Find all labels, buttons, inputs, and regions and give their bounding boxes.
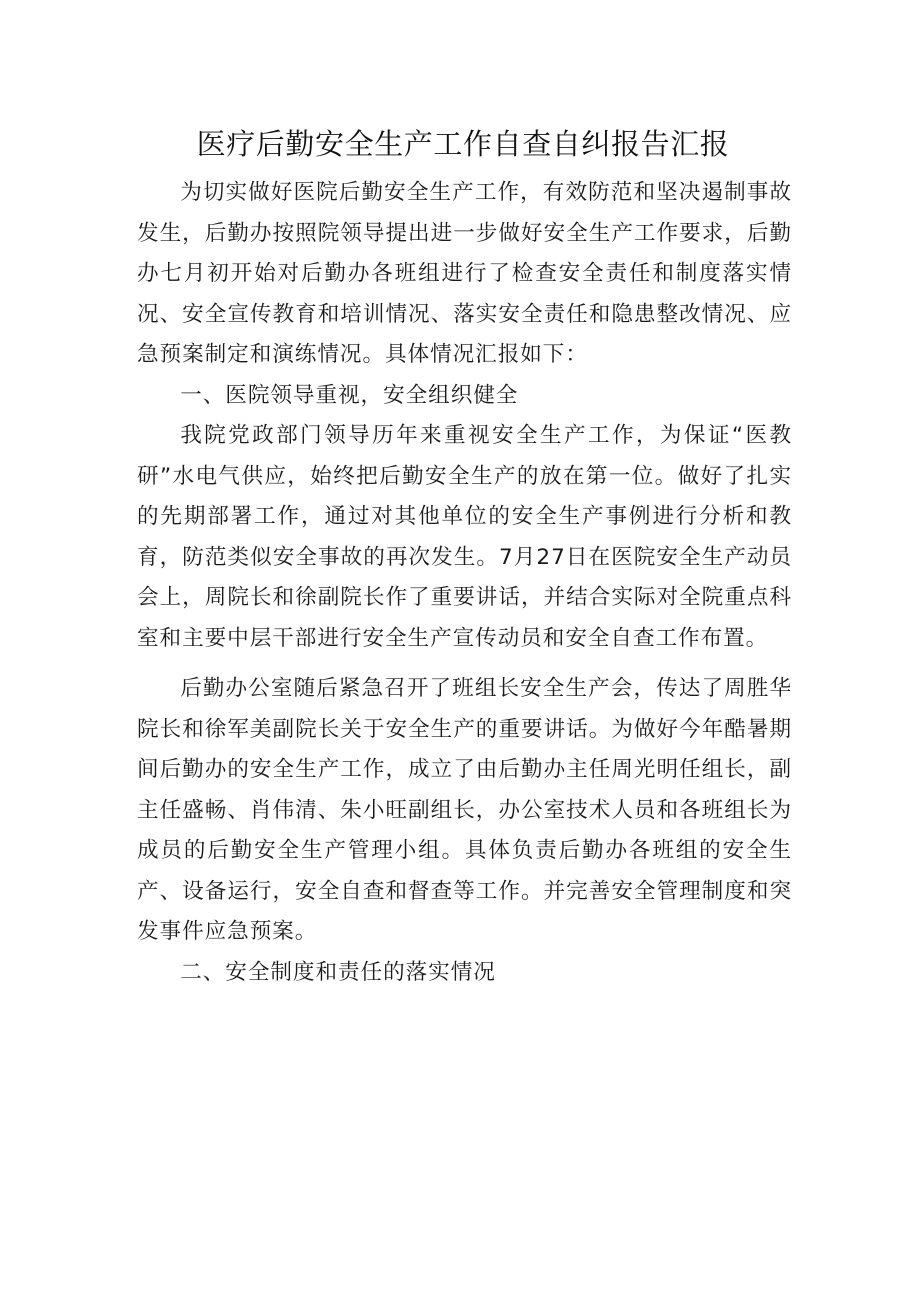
intro-paragraph: 为切实做好医院后勤安全生产工作，有效防范和坚决遏制事故发生，后勤办按照院领导提出进一步做好安全生产工作要求，后勤办七月初开始对后勤办各班组进行了检查安全责任和制度落实情况、安全宣传教育和培训情况、落实安全责任和隐患整改情况、应急预案制定和演练情况。具体情况汇报如下： [137,180,792,367]
document-title: 医疗后勤安全生产工作自查自纠报告汇报 [196,127,730,161]
body-paragraph: 我院党政部门领导历年来重视安全生产工作，为保证“医教研”水电气供应，始终把后勤安全生产的放在第一位。做好了扎实的先期部署工作，通过对其他单位的安全生产事例进行分析和教育，防范类似安全事故的再次发生。7月27日在医院安全生产动员会上，周院长和徐副院长作了重要讲话，并结合实际对全院重点科室和主要中层干部进行安全生产宣传动员和安全自查工作布置。 [137,423,792,651]
section-heading-2: 二、安全制度和责任的落实情况 [180,959,496,985]
document-body [137,173,792,993]
body-paragraph: 后勤办公室随后紧急召开了班组长安全生产会，传达了周胜华院长和徐军美副院长关于安全生产的重要讲话。为做好今年酷暑期间后勤办的安全生产工作，成立了由后勤办主任周光明任组长，副主任盛畅、肖伟清、朱小旺副组长，办公室技术人员和各班组长为成员的后勤安全生产管理小组。具体负责后勤办各班组的安全生产、设备运行，安全自查和督查等工作。并完善安全管理制度和突发事件应急预案。 [137,676,792,944]
section-heading-1: 一、医院领导重视，安全组织健全 [180,382,519,408]
